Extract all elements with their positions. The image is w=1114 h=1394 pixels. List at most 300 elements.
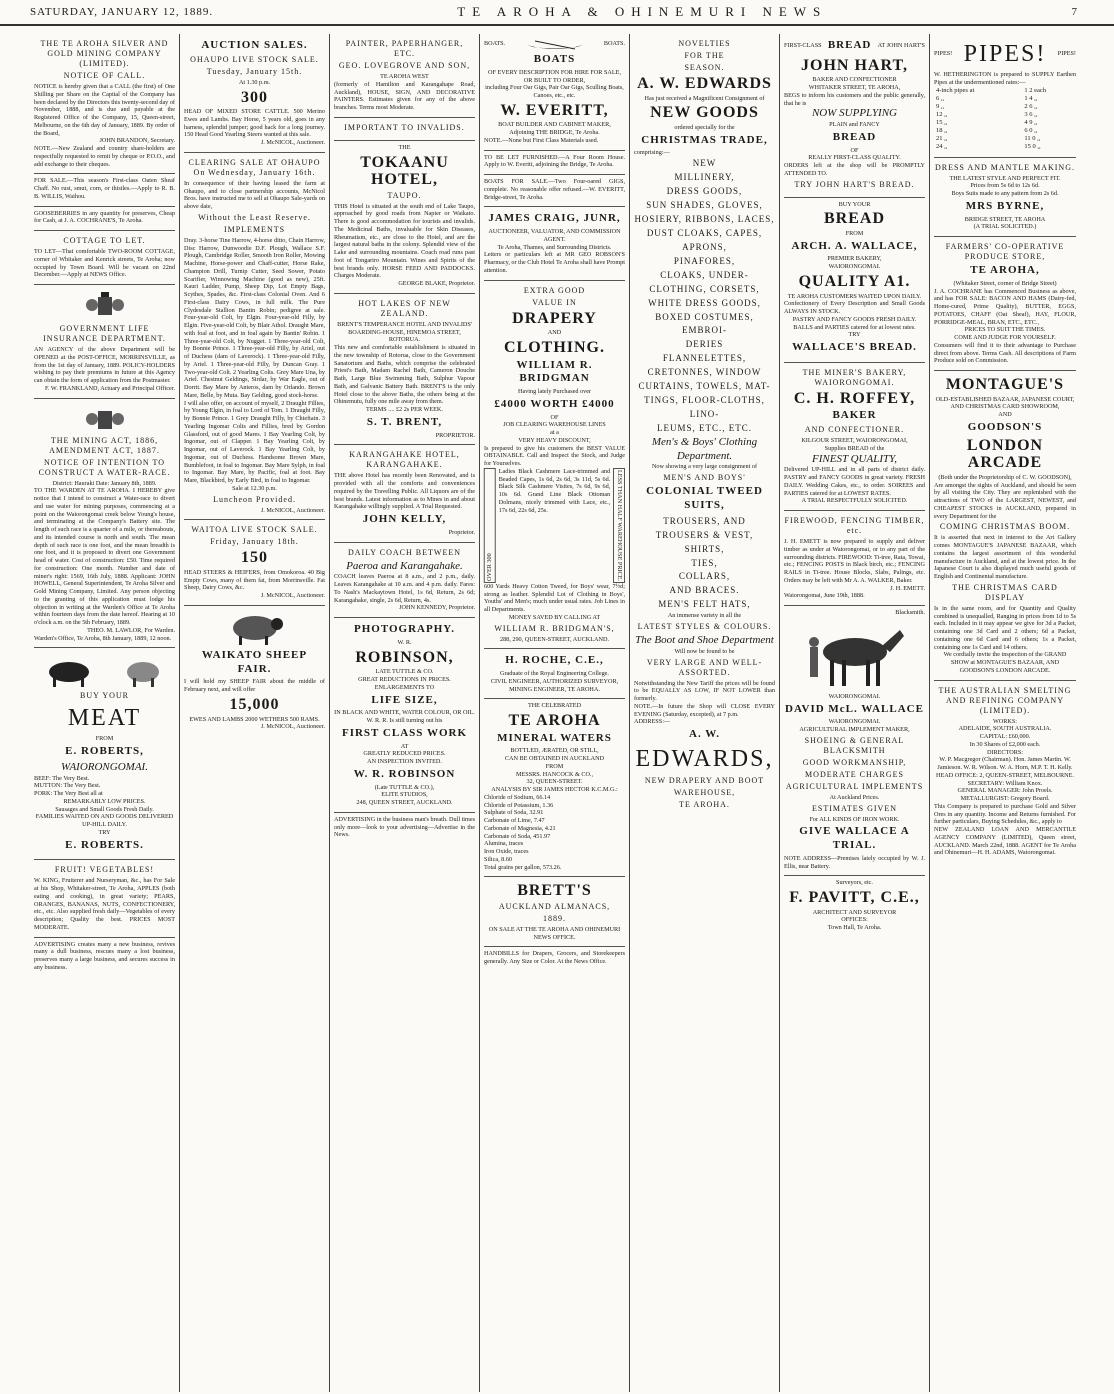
ad-body: W. KING, Fruiterer and Nurseryman, &c., has For Sale at his Shop, Whitaker-street, Te Aroha, APPLES (both eating and cooking), in great variety; PEARS, ORANGES, BANANAS, NUTS, CONFECTIONERY, etc., etc. Also supplied fresh daily—Vegetables of every description; Quality the best. PRICES MOST MODERATE. [34, 877, 177, 931]
ad-consumers: Consumers will find it to their advantage to Purchase direct from above. Terms Cash. All descriptions of Farm Produce sold on Commission. [934, 341, 1078, 365]
meat-buy: BUY YOUR [80, 691, 129, 701]
ad-late: LATE TUTTLE & CO. [375, 668, 434, 676]
montague-bazaar-ad [934, 371, 1076, 681]
daily-coach-ad [334, 543, 475, 619]
ad-body: Delivered UP-HILL and in all parts of district daily. PASTRY and FANCY GOODS in great variety. FRESH DAILY. Wedding Cakes, etc., to order. SOIREES and PARTIES catered for at LOWEST RATES. [784, 466, 927, 497]
columns [30, 34, 1110, 1392]
bretts-almanac-ad [484, 877, 625, 947]
ad-route: Paeroa and Karangahake. [346, 559, 463, 572]
pipes-left: PIPES! [934, 50, 953, 58]
pipes-right: PIPES! [1057, 50, 1076, 58]
ad-title: TE AROHA [508, 712, 601, 730]
meat-name-2: E. ROBERTS. [65, 838, 144, 851]
ad-side-label: OVER 300 [484, 468, 496, 583]
ad-clothing: CLOTHING. [503, 338, 605, 356]
meat-place: WAIORONGOMAI. [61, 760, 148, 773]
ad-of: OF [550, 413, 559, 421]
ad-name: WILLIAM R. BRIDGMAN [516, 358, 593, 385]
edwards-drapery-ad [634, 34, 775, 817]
ad-plain: PLAIN and FANCY [829, 121, 880, 129]
ad-trial: A TRIAL RESPECTFULLY SOLICITED. [801, 497, 908, 505]
ad-town: TE AROHA, [970, 264, 1040, 276]
ad-title: FARMERS' CO-OPERATIVE PRODUCE STORE, [945, 242, 1065, 261]
ad-body: (formerly of Hamilton and Karangahape Road, Auckland), HOUSE, SIGN, AND DECORATIVE PAINTERS. Estimates given for any of the above branches. Terms most Moderate. [334, 80, 477, 111]
analysis-item: Silica, 8.60 [484, 855, 513, 863]
ad-body: Are amongst the sights of Auckland, and should be seen by all visiting the City. They are replenished with the attractions of TWO of the LARGEST, NEWEST, and CHEAPEST STOCKS in AUCKLAND, prepared in every Department for the [934, 481, 1078, 520]
ad-body: This Company is prepared to purchase Gold and Silver Ores in any quantity. Income and Returns furnished. For further particulars, Buying Schedules, &c., apply to [934, 802, 1078, 826]
ad-body: J. A. COCHRANE has Commenced Business as above, and has FOR SALE: BACON AND HAMS (Dairy-fed, Home-cured, Prime Quality), BUTTER, EGGS, POTATOES, CHAFF (Oat Sheaf), HAY, FLOUR, PORRIDGE-MEAL, BRAN, ETC., ETC., [934, 287, 1078, 326]
ad-body: J. H. EMETT is now prepared to supply and deliver timber as under at Waiorongomai, or to any part of the surrounding districts. FIREWOOD: Ti-tree, Rata, Towai, etc.; FENCING POSTS in Black birch, etc.; FENCING RAILS in Ti-tree. House Blocks, Slabs, Palings, etc. Orders may be left with Mr A. A. WALKER, Baker. [784, 538, 927, 584]
ad-signature: F. W. FRANKLAND, Actuary and Principal Officer. [45, 384, 175, 392]
ad-title: BOATS [533, 53, 576, 65]
ad-title: WAITOA LIVE STOCK SALE. [191, 525, 318, 535]
ad-at: at a [550, 429, 559, 437]
ad-saved: MONEY SAVED BY CALLING AT [508, 613, 601, 621]
ad-supplies: Supplies BREAD of the [824, 444, 885, 452]
ad-place: WAIORONGOMAI. [828, 263, 881, 271]
farmers-store-ad [934, 237, 1076, 371]
ad-body: BOATS FOR SALE.—Two Four-oared GIGS, complete. No reasonable offer refused.—W. EVERITT, Bridge-street, Te Aroha. [484, 178, 627, 201]
rowing-boat-icon [525, 37, 585, 51]
masthead-title: TE AROHA & OHINEMURI NEWS [457, 4, 828, 19]
column-4 [480, 34, 630, 1392]
column-7 [930, 34, 1080, 1392]
ad-give: GIVE WALLACE A TRIAL. [799, 825, 910, 852]
ad-title: PHOTOGRAPHY. [354, 623, 455, 636]
ad-subtitle: NOTICE OF INTENTION TO CONSTRUCT A WATER-RACE. [38, 457, 171, 477]
gooseberries-ad [34, 207, 175, 232]
ad-arcade: LONDON ARCADE [966, 436, 1044, 472]
ad-title: THE MINER'S BAKERY, WAIORONGOMAI. [802, 367, 907, 387]
ad-sale-time: Sale at 12.30 p.m. [232, 484, 277, 492]
coat-of-arms-icon [82, 405, 128, 433]
meat-mutton: MUTTON: The Very Best. [34, 782, 101, 790]
bull-and-sheep-icon [45, 654, 165, 688]
karangahake-hotel-ad [334, 445, 475, 542]
ad-directors: DIRECTORS: [987, 748, 1023, 756]
analysis-item: Carbonate of Soda, 451.97 [484, 832, 551, 840]
ad-good: GOOD WORKMANSHIP, [802, 757, 907, 767]
ad-title: WAIKATO SHEEP FAIR. [201, 648, 308, 675]
analysis-item: Carbonate of Magnesia, 4.21 [484, 824, 556, 832]
ad-baker: BAKER [832, 409, 877, 422]
ad-address: Adjoining THE BRIDGE, Te Aroha. [509, 129, 600, 137]
ad-body: GOOSEBERRIES in any quantity for preserves, Cheap for Cash, at J. A. COCHRANE'S, Te Aroha. [34, 209, 177, 225]
ad-place: TE AROHA WEST [380, 73, 429, 80]
ad-quality: QUALITY A1. [798, 272, 911, 290]
ad-name: W. EVERITT, [500, 101, 609, 119]
table-row [934, 103, 1076, 111]
ad-really: REALLY FIRST-CLASS QUALITY. [808, 154, 901, 162]
column-2 [180, 34, 330, 1392]
ad-place-2: WAIORONGOMAI. [828, 718, 881, 726]
ad-estimates: ESTIMATES GIVEN [812, 803, 897, 813]
ad-signature: J. McNICOL, Auctioneer. [260, 506, 325, 514]
ad-agricultural: AGRICULTURAL IMPLEMENTS [785, 781, 924, 791]
advertising-filler [34, 938, 175, 977]
ad-signature: J. H. EMETT. [890, 584, 925, 592]
ad-balls: BALLS and PARTIES catered for at lowest rates. [793, 323, 916, 331]
ad-novelties: NOVELTIES [678, 39, 731, 48]
govt-insurance-ad [34, 285, 175, 399]
ad-confectionery: Confectionery of Every Description and Small Goods ALWAYS IN STOCK. [784, 300, 927, 316]
ad-warehouse: WAREHOUSE, [673, 787, 736, 797]
table-cell: 4 9 ,, [1024, 119, 1038, 126]
ad-having: Having lately Purchased over [517, 388, 592, 396]
bread-header [784, 37, 925, 55]
bread-left: FIRST-CLASS [784, 42, 822, 49]
ad-prices: At Auckland Prices. [829, 793, 880, 801]
table-cell: 1 2 each [1024, 86, 1047, 94]
meat-name: E. ROBERTS, [65, 745, 144, 757]
ad-implements: IMPLEMENTS [223, 224, 286, 234]
table-cell: 4-inch pipes at [936, 86, 975, 94]
goods-item: PINAFORES, [673, 255, 736, 266]
goods-item: BOXED COSTUMES, EMBROI- [655, 311, 754, 336]
ad-number: 150 [241, 549, 268, 567]
analysis-item: Iron Oxide, traces [484, 848, 529, 856]
ad-boys: Boys Suits made to any pattern from 2s 6d. [951, 190, 1059, 197]
ad-body: CIVIL ENGINEER, AUTHORIZED SURVEYOR, MINING ENGINEER, TE AROHA. [490, 677, 619, 693]
fruit-ad [34, 860, 175, 937]
column-5 [630, 34, 780, 1392]
mining-act-notice [34, 399, 175, 649]
photography-ad [334, 618, 475, 813]
pipes-title: PIPES! [963, 41, 1047, 67]
ad-signature: J. McNICOL, Auctioneer. [260, 592, 325, 600]
ohaupo-sale-ad [184, 34, 325, 153]
ad-christmas: CHRISTMAS TRADE, [641, 133, 768, 146]
goods-item: FLANNELETTES, [662, 353, 747, 364]
ad-confectioner: AND CONFECTIONER. [804, 425, 905, 435]
ad-latest: LATEST STYLES & COLOURS. [637, 622, 772, 631]
ad-footer: Warden's Office, Te Aroha, 8th January, 1889, 12 noon. [34, 634, 172, 642]
ad-shares: In 30 Shares of £2,000 each. [969, 740, 1041, 748]
ad-celebrated: THE CELEBRATED [527, 702, 582, 710]
ad-body: Dray. 3-horse Tine Harrow, 4-horse ditto, Chain Harrow, Disc Harrow, Dunwoodie D.F. Plough, Wallace S.F. Plough, Cambridge Roller, Smooth Iron Roller, Mowing Machine, Horse-power and Chaff-cutter, Horse Rake, Champion Drill, Turnip Cutter, Seed Sower, Potato Scarifier, Winnowing Machine (good as new), 25ft. Kauri Ladder, Pump, Sheep Dip, Lot Empty Bags, Scythes, Spades, &c. First-class Colonial Oven. And 6 First-class Dairy Cows, in full milk. The Pure Clydesdale Stallion Bantin Robin; pedigree at sale. Four-year-old Colt, by Elgin. Four-year-old Filly, by Elgin. Five-year-old Colt, by Blair Athol. Draught Mare, with foal at foot, and in foal again by Bantin' Robin. 1 Three-year-old Colt, by Nugget. 1 Three-year-old Colt, by Bonnie Prince. 1 Three-year-old Filly, by Ariel, out of Duchess (dam of Laverock). 1 Three-year-old Filly, by Ariel. 1 Three-year-old Filly, by Duncan Gray. 1 Two-year-old Colt. 2 Yearling Colts. Grey Mare Una, by Ariel. Chestnut Geldings, Sirdar, by War Eagle, out of Dorrit. Bay Mare by Anteros, dam by Orlando. Brown Mare, Belle, by Muta. Bay Gelding, good stock-horse. [184, 236, 327, 399]
meat-pork: PORK: The Very Best all at [34, 790, 103, 797]
ad-address: 288, 290, QUEEN-STREET, AUCKLAND. [499, 635, 610, 643]
ad-trade: AGRICULTURAL IMPLEMENT MAKER, [799, 726, 910, 734]
ad-body: THE above Hotel has recently been Renovated, and is provided with all the comforts and conveniences required by the Travelling Public. All Liquors are of the best brands. Latest information as to Mines in and about Karangahake willingly supplied. A Trial Requested. [334, 472, 477, 511]
ad-for: FOR THE [684, 51, 725, 60]
ad-season: SEASON. [684, 63, 725, 72]
ad-obtained: CAN BE OBTAINED IN AUCKLAND [504, 755, 605, 763]
ad-date: Waiorongomai, June 19th, 1888. [784, 592, 865, 600]
meat-from: FROM [95, 735, 114, 743]
ad-title: CLEARING SALE AT OHAUPO On Wednesday, January 16th. [188, 157, 321, 177]
table-row [934, 119, 1076, 127]
sheep-fair-ad [184, 606, 325, 736]
ad-name: H. ROCHE, C.E., [505, 654, 604, 667]
ad-note: NOTE.—In future the Shop will CLOSE EVERY EVENING (Saturday, excepted), at 7 p.m. [634, 702, 777, 718]
ad-wallace-bread: WALLACE'S BREAD. [792, 341, 917, 354]
analysis-item: Total grains per gallon, 573.26. [484, 863, 562, 871]
ad-body: W. HETHERINGTON is prepared to SUPPLY Earthen Pipes at the undermentioned rates:— [934, 71, 1078, 86]
ad-pastry: PASTRY AND FANCY GOODS FRESH DAILY. [792, 315, 917, 323]
ad-body: This new and comfortable establishment is situated in the new township of Rotorua, close to the Government Sanatorium and Baths, which comprise the celebrated Priest's Bath, Madam Rachel Bath, Cameron Douche Bath, Large Blue Swimming Bath, Sulphur Vapour Bath, and Galvanic Battery Bath. BRENT'S is the only Hotel close to the above Baths, the others being at the Ohinemutu, fully one mile away from them. [334, 344, 477, 406]
ad-address: 248, QUEEN STREET, AUCKLAND. [356, 799, 453, 807]
ad-year: 1889. [543, 913, 566, 923]
table-cell: 6 0 ,, [1024, 127, 1038, 135]
table-cell: 9 ,, [936, 102, 945, 110]
ad-analysis: ANALYSIS BY SIR JAMES HECTOR K.C.M.G.: [491, 786, 618, 794]
ad-the: THE [398, 143, 411, 151]
ad-address: 32, QUEEN-STREET. [526, 778, 583, 786]
goods-item: NEW [692, 158, 717, 169]
boats-ad [484, 34, 625, 151]
ad-signature: GEORGE BLAKE, Proprietor. [398, 280, 475, 288]
goods-item: MILLINERY, [674, 172, 735, 183]
ad-from: FROM [845, 229, 864, 237]
ad-list: Ladies Black Cashmere Lace-trimmed and Beaded Capes, 1s 6d, 2s 6d, 3s 11d, 5s 6d. Black Silk Cashmere Visites, 7s 6d, 9s 6d, 10s 6d. Grand Line Black Ottoman Dolmans, nicely trimmed with Lace, etc., 17s 6d, 22s 6d, 25s. [498, 467, 612, 514]
ad-inspect: AN INSPECTION INVITED. [367, 758, 442, 766]
ad-received: Has just received a Magnificent Consignment of [644, 94, 765, 102]
table-row [934, 95, 1076, 103]
ad-colonial: COLONIAL TWEED SUITS, [646, 485, 763, 511]
bridgman-drapery-ad [484, 281, 625, 650]
ad-title: AUCTION SALES. [201, 39, 308, 51]
ad-name: S. T. BRENT, [366, 415, 443, 428]
goods-item: DRESS GOODS, [666, 186, 743, 197]
cottage-ad [34, 231, 175, 285]
ad-title: IMPORTANT TO INVALIDS. [344, 122, 465, 132]
clothing-item: COLLARS, [678, 571, 731, 582]
ad-capital: CAPITAL: £60,000. [979, 733, 1031, 741]
table-row [934, 111, 1076, 119]
ad-title: FIREWOOD, FENCING TIMBER, etc. [784, 516, 925, 536]
ad-title: KARANGAHAKE HOTEL, KARANGAHAKE. [349, 450, 460, 470]
ad-title: DRESS AND MANTLE MAKING. [934, 162, 1075, 172]
wallace-bakery-ad [784, 198, 925, 363]
ad-finest: FINEST QUALITY, [812, 452, 897, 465]
ad-at: AT [400, 742, 409, 750]
meat-headline: MEAT [67, 705, 142, 732]
ad-extra: EXTRA GOOD [523, 285, 586, 295]
masthead [0, 0, 1114, 26]
goods-item: DUST CLOAKS, CAPES, APRONS, [646, 227, 763, 252]
firewood-ad [784, 511, 925, 606]
ad-number: 300 [241, 88, 268, 106]
ad-edwards: EDWARDS, [635, 745, 774, 772]
ad-body: COACH leaves Paeroa at 8 a.m., and 2 p.m., daily. Leaves Karangahake at 10 a.m. and 4 p.m. daily. Fares: To Nash's Mackaytown Hotel, 1s 6d, Return, 2s 6d; Karangahake, single, 2s 6d, Return, 4s. [334, 573, 477, 604]
handbills-ad [484, 947, 625, 971]
ad-names: W. P. Macgregor (Chairman). Hon. James Martin. W. Jamieson. W. R. Wilson. W. A. Horn, M.P. T. H. Kelly. [937, 756, 1073, 772]
ad-address: WHITAKER STREET, TE AROHA, [808, 84, 901, 92]
analysis-item: Sulphate of Soda, 32.91 [484, 809, 544, 817]
ad-terms: TERMS .... £2 2s PER WEEK. [366, 406, 443, 414]
ad-value: VALUE IN [532, 297, 577, 307]
ad-latest: THE LATEST STYLE AND PERFECT FIT. [949, 174, 1061, 182]
ad-reductions: GREAT REDUCTIONS IN PRICES. [358, 676, 451, 684]
boats-header [484, 37, 625, 51]
sheep-icon [225, 612, 285, 646]
ad-title: THE MINING ACT, 1886, AMENDMENT ACT, 1887. [49, 435, 160, 455]
ad-name: JAMES CRAIG, JUNR, [488, 212, 621, 225]
page-number: 7 [1071, 6, 1078, 18]
table-cell: 21 ,, [936, 135, 948, 143]
ad-try: TRY [848, 331, 861, 339]
ad-works: WORKS: [992, 717, 1018, 725]
ad-trade: AUCTIONEER, VALUATOR, AND COMMISSION AGENT. [488, 228, 621, 243]
ad-body: TO LET—That comfortable TWO-ROOM COTTAGE, corner of Whitaker and Kenrick streets, Te Aroha; now occupied by Town Board. Will be vacant on 22nd December.—Apply at NEWS Office. [34, 248, 177, 279]
ad-address: (Whitaker Street, corner of Bridge Street) [953, 279, 1057, 287]
ad-body: TO THE WARDEN AT TE AROHA. I HEREBY give notice that I intend to construct a Water-race to divert and use water for mining purposes, commencing at a point on the Waiorongomai creek below Young's house, and terminating at the Company's Battery site. The length of such race is a quarter of a mile, or thereabouts, and its intended course is north and south. The mean depth of such race is one foot, and the mean breadth is one foot, and it is proposed to divert one Government head of water. Cost of construction: £50. Time required for construction: One month. Number and date of miner's right: 1569, 16th July, 1888. Applicant: JOHN HOWELL, General Superintendent, Te Aroha Silver and Gold Mining Company, Limited. Any person objecting to the granting of this application must lodge his objection in writing at the Warden's Office at Te Aroha within fourteen days from the date hereof. Hearing at 10 o'clock a.m. on the 5th February, 1889. [34, 487, 177, 626]
smelting-company-ad [934, 681, 1076, 863]
meat-prices: REMARKABLY LOW PRICES. [63, 797, 146, 805]
ad-body: THIS Hotel is situated at the south end of Lake Taupo, approached by good roads from Napier or Waikato. There is good accommodation for tourists and invalids. The Medicinal Baths, invaluable for Skin Diseases, Rheumatism, etc., are close to the Hotel, and are the largest natural baths in the colony. Splendid view of the Lake and surrounding mountains. Coach road runs past foot of Tongariro Mountain. Wines and Spirits of the best brands only. HORSE FEED AND PADDOCKS. Charges Moderate. [334, 202, 477, 280]
ad-day: Friday, January 18th. [210, 537, 299, 547]
table-cell: 6 ,, [936, 94, 945, 102]
invalids-header [334, 118, 475, 141]
analysis-item: Chloride of Potassium, 1.36 [484, 801, 554, 809]
ad-area: Te Aroha, Thames, and Surrounding Districts. [497, 243, 612, 251]
column-3 [330, 34, 480, 1392]
ad-day: Tuesday, January 15th. [206, 66, 303, 76]
ad-detail: EWES AND LAMBS 2000 WETHERS 500 RAMS. [189, 715, 320, 723]
ad-initials: W. R. [397, 638, 412, 646]
ad-surveyors: Surveyors, etc. [836, 879, 873, 887]
chaff-sale-ad [34, 174, 175, 206]
roberts-meat-ad [34, 648, 175, 860]
ad-discount: VERY HEAVY DISCOUNT, [518, 436, 591, 444]
ad-body: I will hold my SHEEP FAIR about the middle of February next, and will offer [184, 678, 327, 694]
ad-media: IN BLACK AND WHITE, WATER COLOUR, OR OIL. [334, 709, 475, 717]
ad-moderate: MODERATE CHARGES [805, 769, 904, 779]
ad-boot: The Boot and Shoe Department [635, 634, 774, 646]
masthead-date: SATURDAY, JANUARY 12, 1889. [30, 6, 214, 18]
ad-customers: TE AROHA CUSTOMERS WAITED UPON DAILY. [787, 292, 922, 300]
ad-title: TOKAANU HOTEL, [360, 153, 449, 189]
ad-also: I will also offer, on account of myself, 2 Draught Fillies, by Young Elgin, in foal to Lord of Tom. 1 Draught Filly, by Bonnie Prince. 1 Grey Draught Filly, by Chieftain. 3 Yearling Ingomar Colts and Fillies, bred by Gordon Glassford, out of good Mares. 1 Bay Yearling Colt, by Ingomar, out of Clapper. 1 Bay Yearling Colt, by Ingomar, out of Laverock. 1 Bay Yearling Colt, by Ingomar, out of Duchess. Handsome Brown Mare, Bumblefoot, in foal to Ingomar. Bay Mare Sylph, in foal to Ingomar. Bay Mare, by Pacific, foal at foot. Bay Mare, Blackbird, by Early Bird, in foal to Ingomar. [184, 399, 327, 485]
table-cell: 1 4 ,, [1024, 94, 1038, 102]
ad-address: BRIDGE STREET, TE AROHA [964, 215, 1046, 223]
ad-very: VERY LARGE AND WELL-ASSORTED. [646, 657, 763, 677]
ad-name: JOHN KELLY, [362, 513, 447, 526]
boats-left: BOATS. [484, 40, 506, 48]
goods-item: CRETONNES, WINDOW [647, 367, 762, 378]
ad-name: JOHN HART, [801, 56, 908, 74]
goods-item: LEUMS, ETC., ETC. [657, 423, 752, 433]
john-hart-bread-ad [784, 34, 925, 198]
ad-subtitle: OLD-ESTABLISHED BAZAAR, JAPANESE COURT, AND CHRISTMAS CARD SHOWROOM, [935, 395, 1075, 411]
ad-secretary: SECRETARY: William Knox. [967, 779, 1043, 787]
ad-name: A. W. EDWARDS [637, 75, 772, 92]
bridgman-list-box [484, 468, 625, 583]
column-1 [30, 34, 180, 1392]
ad-title: HOT LAKES OF NEW ZEALAND. [358, 298, 451, 318]
ad-grad: Graduate of the Royal Engineering College. [500, 670, 609, 678]
meat-beef: BEEF: The Very Best. [34, 774, 90, 782]
table-cell: 18 ,, [936, 127, 948, 135]
ad-life-size: LIFE SIZE, [371, 693, 438, 706]
ad-signature: J. McNICOL, Auctioneer. [260, 723, 325, 731]
waitoa-sale-ad [184, 520, 325, 606]
table-row [934, 87, 1076, 95]
ad-prices: Prices from 5s 6d to 12s 6d. [970, 182, 1040, 190]
ad-luncheon: Luncheon Provided. [213, 494, 296, 504]
goods-item: WHITE DRESS GOODS, [648, 297, 761, 308]
ad-side-label-2: LESS THAN HALF WAREHOUSE PRICE. [613, 468, 625, 583]
ad-of: OF [850, 146, 859, 154]
ad-title: BRETT'S [517, 882, 592, 900]
ad-title: MONTAGUE'S [945, 376, 1065, 393]
ad-intro: In consequence of their having leased the farm at Ohaupo, and to close partnership accounts, McNicol Bros. have instructed me to sell at Ohaupo Sale-yards on above date, [184, 179, 327, 211]
clothing-item: SHIRTS, [684, 543, 725, 554]
ad-card-display: THE CHRISTMAS CARD DISPLAY [952, 582, 1058, 602]
ad-enlargements: ENLARGEMENTS TO [374, 683, 435, 691]
tokaanu-hotel-ad [334, 141, 475, 294]
ad-goods: NEW GOODS [650, 104, 759, 122]
ad-subtitle: OHAUPO LIVE STOCK SALE. [190, 54, 319, 64]
clothing-item: TROUSERS & VEST, [655, 529, 754, 540]
painter-ad [334, 34, 475, 118]
table-cell: 11 0 ,, [1024, 135, 1041, 143]
ad-note: NOTE.—New Zealand and country share-holders are respectfully requested to remit by cheque or P.O.O., and add exchange to their cheques. [34, 145, 177, 168]
clothing-item: AND BRACES. [669, 585, 740, 596]
ad-studios: ELITE STUDIOS, [381, 791, 428, 799]
furnished-ad [484, 151, 625, 176]
coat-of-arms-icon [82, 291, 128, 321]
ad-body: HEAD OF MIXED STORE CATTLE. 500 Merino Ewes and Lambs. Bay Horse, 5 years old, goes in any harness, splendid jumper; good hack for a long journey. 150 Head Good Yearling Steers wanted at this sale. [184, 108, 327, 139]
boats-right: BOATS. [603, 40, 625, 48]
ad-orders: ORDERS left at the shop will be PROMPTLY ATTENDED TO. [784, 162, 927, 177]
ad-first-class: FIRST CLASS WORK [341, 726, 468, 739]
meat-try: TRY [98, 828, 111, 836]
ad-variety: An immense variety in all the [667, 612, 742, 620]
goods-item: DERIES [685, 339, 724, 350]
ad-initials: A. W. [689, 728, 720, 740]
ad-job: JOB CLEARING WAREHOUSE LINES [503, 421, 606, 429]
ad-name: ARCH. A. WALLACE, [791, 239, 918, 252]
table-cell: 15 ,, [936, 119, 948, 126]
ad-proprietor: Proprietor. [448, 528, 475, 536]
goods-item: SUN SHADES, GLOVES, [646, 200, 763, 210]
ad-worth: £4000 WORTH £4000 [494, 397, 615, 410]
goods-item: CLOAKS, UNDER- [660, 269, 749, 280]
ad-head-office: HEAD OFFICE: 2, QUEEN-STREET, MELBOURNE. [936, 771, 1074, 779]
ad-body: Is prepared to give his customers the BEST VALUE OBTAINABLE. Call and Inspect the Stock, and Judge for Yourselves. [484, 444, 627, 468]
ad-shoeing: SHOEING & GENERAL BLACKSMITH [804, 735, 905, 755]
ad-kinds: BOTTLED, ÆRATED, OR STILL, [510, 747, 599, 755]
ad-body: TO BE LET FURNISHED.—A Four Room House. Apply to W. Everitt, adjoining the Bridge, Te Aroha. [484, 153, 627, 169]
ad-boom: COMING CHRISTMAS BOOM. [939, 522, 1071, 532]
ad-address: Town Hall, Te Aroha. [827, 924, 882, 932]
ad-body: FOR SALE.—This season's First-class Oaten Sheaf Chaff. No rust, smut, corn, or thistles.—Apply to R. B. B. WILLIS, Waihou. [34, 177, 177, 200]
ad-note: NOTE ADDRESS—Premises lately occupied by W. J. Ellis, near Battery. [784, 854, 927, 870]
ad-title: PAINTER, PAPERHANGER, ETC. [345, 39, 464, 58]
clothing-item: MEN'S FELT HATS, [658, 599, 751, 610]
ad-rest: It is asserted that next in interest to the Art Gallery comes MONTAGUE'S JAPANESE BAZAAR, which contains the largest assortment of this wonderful manufacture in Auckland, and at the lowest price. In the Japanese Court is also displayed much useful goods of English and Continental manufacture. [934, 534, 1078, 581]
ad-still: W. R. R. Is still turning out his [366, 717, 443, 725]
ad-invite: We cordially invite the inspection of the GRAND SHOW at MONTAGUE'S BAZAAR, AND GOODSON'S LONDON ARCADE. [943, 651, 1068, 674]
table-cell: 15 0 ,, [1024, 143, 1041, 151]
ad-name: MRS BYRNE, [965, 199, 1045, 212]
ad-number: 15,000 [229, 695, 280, 713]
ad-trade: PREMIER BAKERY, [827, 255, 882, 263]
ad-subtitle: MINERAL WATERS [497, 731, 612, 744]
ad-trade: ARCHITECT AND SURVEYOR [812, 908, 897, 916]
ad-signature: J. McNICOL, Auctioneer. [260, 139, 325, 147]
ad-reserve: Without the Least Reserve. [198, 212, 311, 222]
ad-reduced: GREATLY REDUCED PRICES. [363, 750, 446, 758]
table-row [934, 127, 1076, 135]
analysis-item: Alumina, traces [484, 840, 524, 848]
meat-sausages: Sausages and Small Goods Fresh Daily. [55, 805, 154, 813]
ad-showing: Now showing a very large consignment of [651, 463, 758, 471]
pavitt-ad [784, 876, 925, 937]
analysis-item: Carbonate of Lime, 7.47 [484, 817, 545, 825]
